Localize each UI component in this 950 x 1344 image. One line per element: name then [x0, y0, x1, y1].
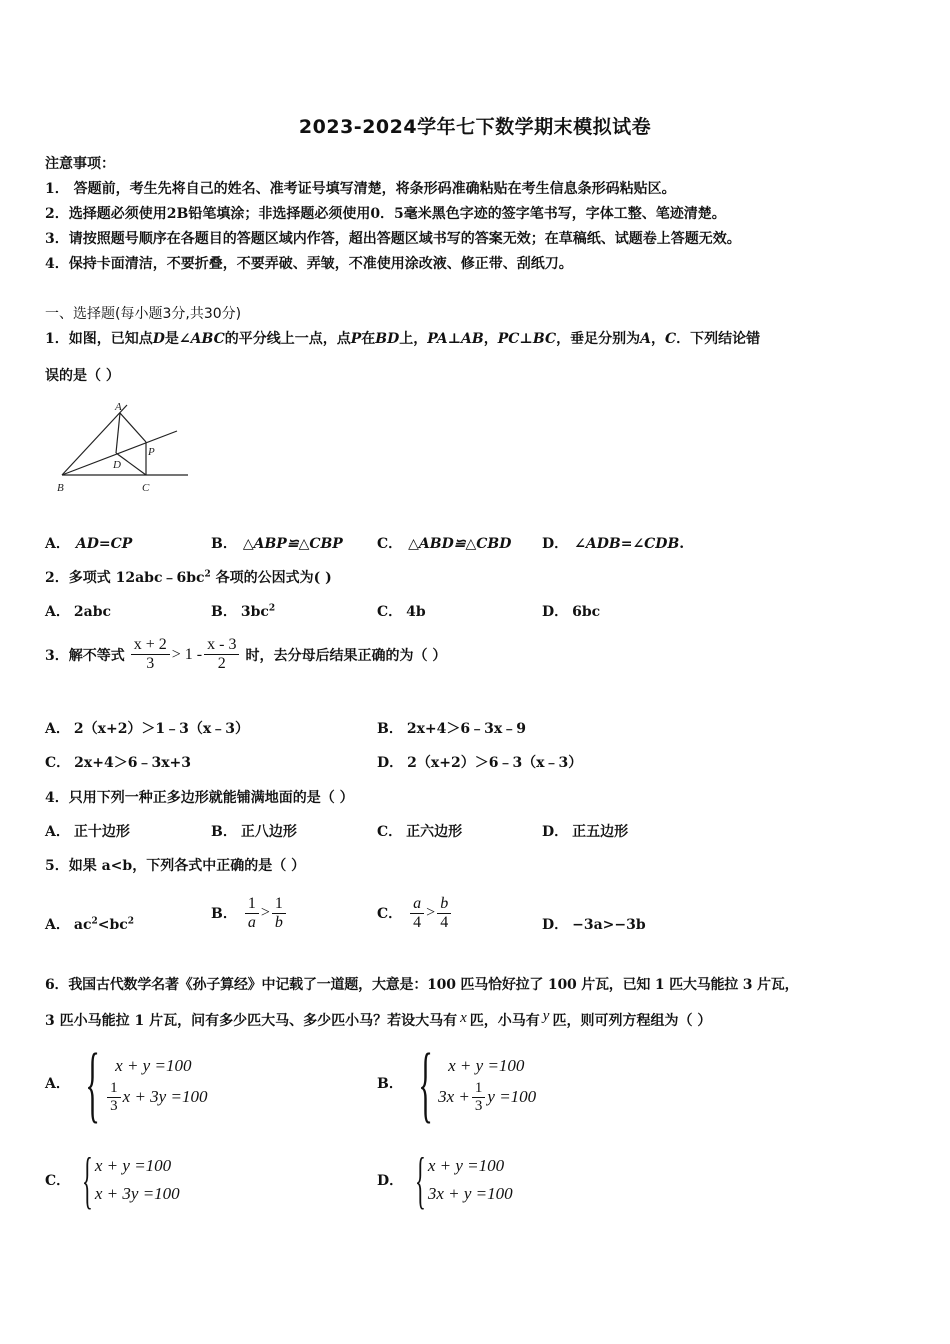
q6-x: x [460, 1010, 467, 1026]
q1-PA-AB: PA⊥AB [427, 331, 484, 347]
option-text: 4b [406, 604, 426, 620]
option-gt: > [260, 904, 270, 921]
option-letter: D． [542, 917, 569, 933]
line-ad [116, 413, 120, 453]
q1-D: D [152, 331, 165, 347]
equation-1: x + y =100 [427, 1156, 505, 1175]
option-letter: A． [45, 917, 70, 933]
option-sup: 2 [268, 603, 276, 614]
q1-text-a: 1．如图，已知点 [45, 331, 153, 347]
q6-stem-line1: 6．我国古代数学名著《孙子算经》中记载了一道题，大意是：100 匹马恰好拉了 100 片瓦，已知 1 匹大马能拉 3 片瓦， [45, 977, 799, 993]
q1-text-e: 上， [399, 331, 428, 347]
q3-text-a: 3．解不等式 [45, 647, 125, 664]
section-heading: 一、选择题(每小题3分,共30分) [45, 306, 242, 322]
option-text: △ABD≌△CBD [408, 536, 512, 552]
label-p: P [148, 446, 155, 458]
q2-sup: 2 [204, 569, 211, 580]
equation-fraction [107, 1080, 121, 1115]
option-text: 正五边形 [572, 824, 629, 840]
label-d: D [113, 459, 121, 471]
fraction-denominator: b [274, 913, 283, 931]
brace-icon: { [415, 1144, 426, 1215]
q6-text-c: 匹，则可列方程组为（ ） [552, 1013, 712, 1029]
q5-option-d[interactable] [542, 914, 646, 934]
equation-system [78, 1035, 208, 1131]
q1-option-a[interactable] [45, 533, 132, 553]
equations [95, 1152, 180, 1208]
fraction-denominator: 2 [217, 655, 226, 672]
q1-P: P [350, 331, 362, 347]
q1-A: A [640, 331, 651, 347]
q3-middle: > 1 - [171, 645, 203, 663]
option-letter: B． [377, 1076, 403, 1092]
option-sup: 2 [91, 916, 98, 927]
fraction-denominator: 3 [146, 655, 155, 672]
q6-option-d[interactable] [377, 1144, 513, 1215]
fraction-numerator: x + 2 [131, 636, 170, 655]
fraction-numerator: b [437, 895, 451, 914]
option-sup-2: 2 [127, 916, 135, 927]
fraction-numerator: 1 [472, 1080, 486, 1098]
fraction-denominator: 3 [474, 1097, 483, 1114]
q6-option-c[interactable] [45, 1144, 180, 1215]
option-text: ∠ADB=∠CDB [574, 536, 680, 552]
brace-icon: { [82, 1144, 93, 1215]
q2-option-b[interactable] [211, 601, 275, 621]
q4-option-a[interactable] [45, 821, 130, 841]
q3-option-d[interactable] [377, 752, 582, 772]
q4-option-c[interactable] [377, 821, 462, 841]
option-letter: D． [377, 1173, 404, 1189]
q5-option-a[interactable] [45, 914, 134, 934]
q1-text-g: ．下列结论错 [676, 331, 761, 347]
option-letter: C． [377, 604, 403, 620]
equation-system [78, 1144, 180, 1215]
fraction-numerator: 1 [107, 1080, 121, 1098]
option-fraction-1 [410, 895, 424, 932]
option-fraction-2 [272, 895, 286, 932]
q3-option-b[interactable] [377, 718, 526, 738]
option-text: △ABP≌△CBP [242, 536, 343, 552]
q1-option-c[interactable] [377, 533, 511, 553]
option-letter: D． [542, 536, 569, 552]
option-text: 6bc [572, 604, 601, 620]
q2-option-c[interactable] [377, 601, 426, 621]
q6-stem-line2 [45, 1010, 711, 1030]
fraction-denominator: 4 [413, 913, 422, 931]
equation-1: x + y =100 [115, 1055, 192, 1075]
q3-fraction-2 [204, 636, 239, 673]
brace-icon: { [418, 1035, 433, 1131]
option-letter: A． [45, 1076, 70, 1092]
option-letter: D． [542, 824, 569, 840]
q6-text-b: 匹，小马有 [469, 1013, 540, 1029]
fraction-denominator: 4 [440, 913, 449, 931]
equation-system [411, 1144, 513, 1215]
q1-text-c: 的平分线上一点，点 [224, 331, 351, 347]
q4-stem: 4．只用下列一种正多边形就能铺满地面的是（ ） [45, 790, 354, 806]
option-letter: C． [45, 755, 71, 771]
q6-option-b[interactable] [377, 1035, 537, 1131]
q5-option-b[interactable] [211, 889, 288, 937]
option-letter: B． [211, 906, 237, 922]
option-text: 正六边形 [406, 824, 463, 840]
q1-text-d: 在 [361, 331, 376, 347]
option-fraction-2 [437, 895, 451, 932]
equation-system [411, 1035, 537, 1131]
q1-option-b[interactable] [211, 533, 343, 553]
option-text: 3bc [240, 604, 269, 620]
label-b: B [57, 482, 64, 494]
option-letter: C． [45, 1173, 71, 1189]
line-ap [120, 413, 146, 442]
q3-option-a[interactable] [45, 718, 249, 738]
q3-text-b: 时，去分母后结果正确的为（ ） [245, 647, 447, 664]
fraction-numerator: a [410, 895, 424, 914]
notice-item-4: 4．保持卡面清洁，不要折叠，不要弄破、弄皱，不准使用涂改液、修正带、刮纸刀。 [45, 256, 573, 272]
q2-option-a[interactable] [45, 601, 111, 621]
q3-stem [45, 636, 446, 673]
q1-geometry-figure [45, 395, 195, 500]
notice-item-1: 1． 答题前，考生先将自己的姓名、准考证号填写清楚，将条形码准确粘贴在考生信息条形码粘贴区。 [45, 181, 676, 197]
q3-option-c[interactable] [45, 752, 191, 772]
equation-2 [438, 1080, 536, 1115]
q1-BD: BD [375, 331, 400, 347]
option-letter: B． [211, 536, 237, 552]
notice-item-3: 3．请按照题号顺序在各题目的答题区域内作答，超出答题区域书写的答案无效；在草稿纸、试题卷上答题无效。 [45, 231, 741, 247]
option-text: 2x+4＞6﹣3x+3 [74, 755, 192, 771]
option-text: 2（x+2）＞6﹣3（x﹣3） [407, 755, 583, 771]
q1-ABC: ABC [190, 331, 225, 347]
option-text: 2x+4＞6﹣3x﹣9 [406, 721, 526, 737]
option-letter: A． [45, 536, 70, 552]
q1-comma-2: ， [651, 331, 665, 347]
q1-text-b: 是∠ [164, 331, 191, 347]
equation-fraction [472, 1080, 486, 1115]
option-letter: C． [377, 536, 403, 552]
q4-option-b[interactable] [211, 821, 297, 841]
q5-option-c[interactable] [377, 889, 453, 937]
equation-prefix: 3x + [438, 1087, 470, 1106]
q1-text-f: ，垂足分别为 [556, 331, 641, 347]
fraction-numerator: 1 [245, 895, 259, 914]
option-text: 2（x+2）＞1﹣3（x﹣3） [73, 721, 250, 737]
q2-option-d[interactable] [542, 601, 600, 621]
q2-stem [45, 567, 332, 587]
option-letter: C． [377, 906, 403, 922]
option-text: AD=CP [75, 536, 133, 552]
option-letter: A． [45, 824, 70, 840]
equations [105, 1052, 207, 1115]
option-gt: > [426, 904, 436, 921]
option-text: 正八边形 [240, 824, 297, 840]
q6-text-a: 3 匹小马能拉 1 片瓦，问有多少匹大马、多少匹小马？若设大马有 [45, 1013, 458, 1029]
q3-fraction-1 [131, 636, 170, 673]
q2-text-b: 各项的公因式为( ) [210, 570, 332, 586]
q1-C: C [665, 331, 677, 347]
option-letter: B． [211, 824, 237, 840]
option-letter: B． [377, 721, 403, 737]
equation-2 [105, 1080, 207, 1115]
equation-1: x + y =100 [94, 1156, 172, 1175]
option-text: −3a>−3b [572, 917, 646, 933]
option-letter: A． [45, 721, 70, 737]
equation-1: x + y =100 [448, 1055, 525, 1075]
option-letter: D． [542, 604, 569, 620]
page-title: 2023-2024学年七下数学期末模拟试卷 [298, 116, 652, 138]
q1-stem [45, 328, 760, 348]
equation-2: x + 3y =100 [94, 1184, 180, 1203]
fraction-denominator: a [247, 913, 256, 931]
option-letter: C． [377, 824, 403, 840]
label-a: A [115, 401, 122, 413]
notice-item-2: 2．选择题必须使用2B铅笔填涂；非选择题必须使用0．5毫米黑色字迹的签字笔书写，字体工整、笔迹清楚。 [45, 206, 726, 222]
q5-stem: 5．如果 a<b，下列各式中正确的是（ ） [45, 858, 306, 874]
option-letter: D． [377, 755, 404, 771]
equation-2: 3x + y =100 [427, 1184, 513, 1203]
q1-PC-BC: PC⊥BC [497, 331, 557, 347]
label-c: C [142, 482, 150, 494]
q4-option-d[interactable] [542, 821, 628, 841]
equation-rest: x + 3y =100 [122, 1087, 208, 1106]
equations [438, 1052, 536, 1115]
fraction-numerator: 1 [272, 895, 286, 914]
option-text: 正十边形 [73, 824, 130, 840]
q6-y: y [542, 1008, 550, 1024]
q1-stem-line2: 误的是（ ） [45, 368, 120, 384]
notice-heading: 注意事项： [45, 156, 115, 172]
fraction-numerator: x - 3 [204, 636, 239, 655]
option-dot: . [679, 536, 685, 552]
option-letter: B． [211, 604, 237, 620]
q1-comma: ， [483, 331, 498, 347]
option-text: ac [73, 917, 92, 933]
option-text: 2abc [73, 604, 112, 620]
q2-text-a: 2．多项式 12abc﹣6bc [45, 570, 205, 586]
q6-option-a[interactable] [45, 1035, 208, 1131]
brace-icon: { [85, 1035, 100, 1131]
equation-rest: y =100 [487, 1087, 537, 1106]
option-text-2: <bc [97, 917, 128, 933]
q1-option-d[interactable] [542, 533, 684, 553]
option-letter: A． [45, 604, 70, 620]
option-fraction-1 [245, 895, 259, 932]
fraction-denominator: 3 [110, 1097, 118, 1114]
equations [428, 1152, 513, 1208]
